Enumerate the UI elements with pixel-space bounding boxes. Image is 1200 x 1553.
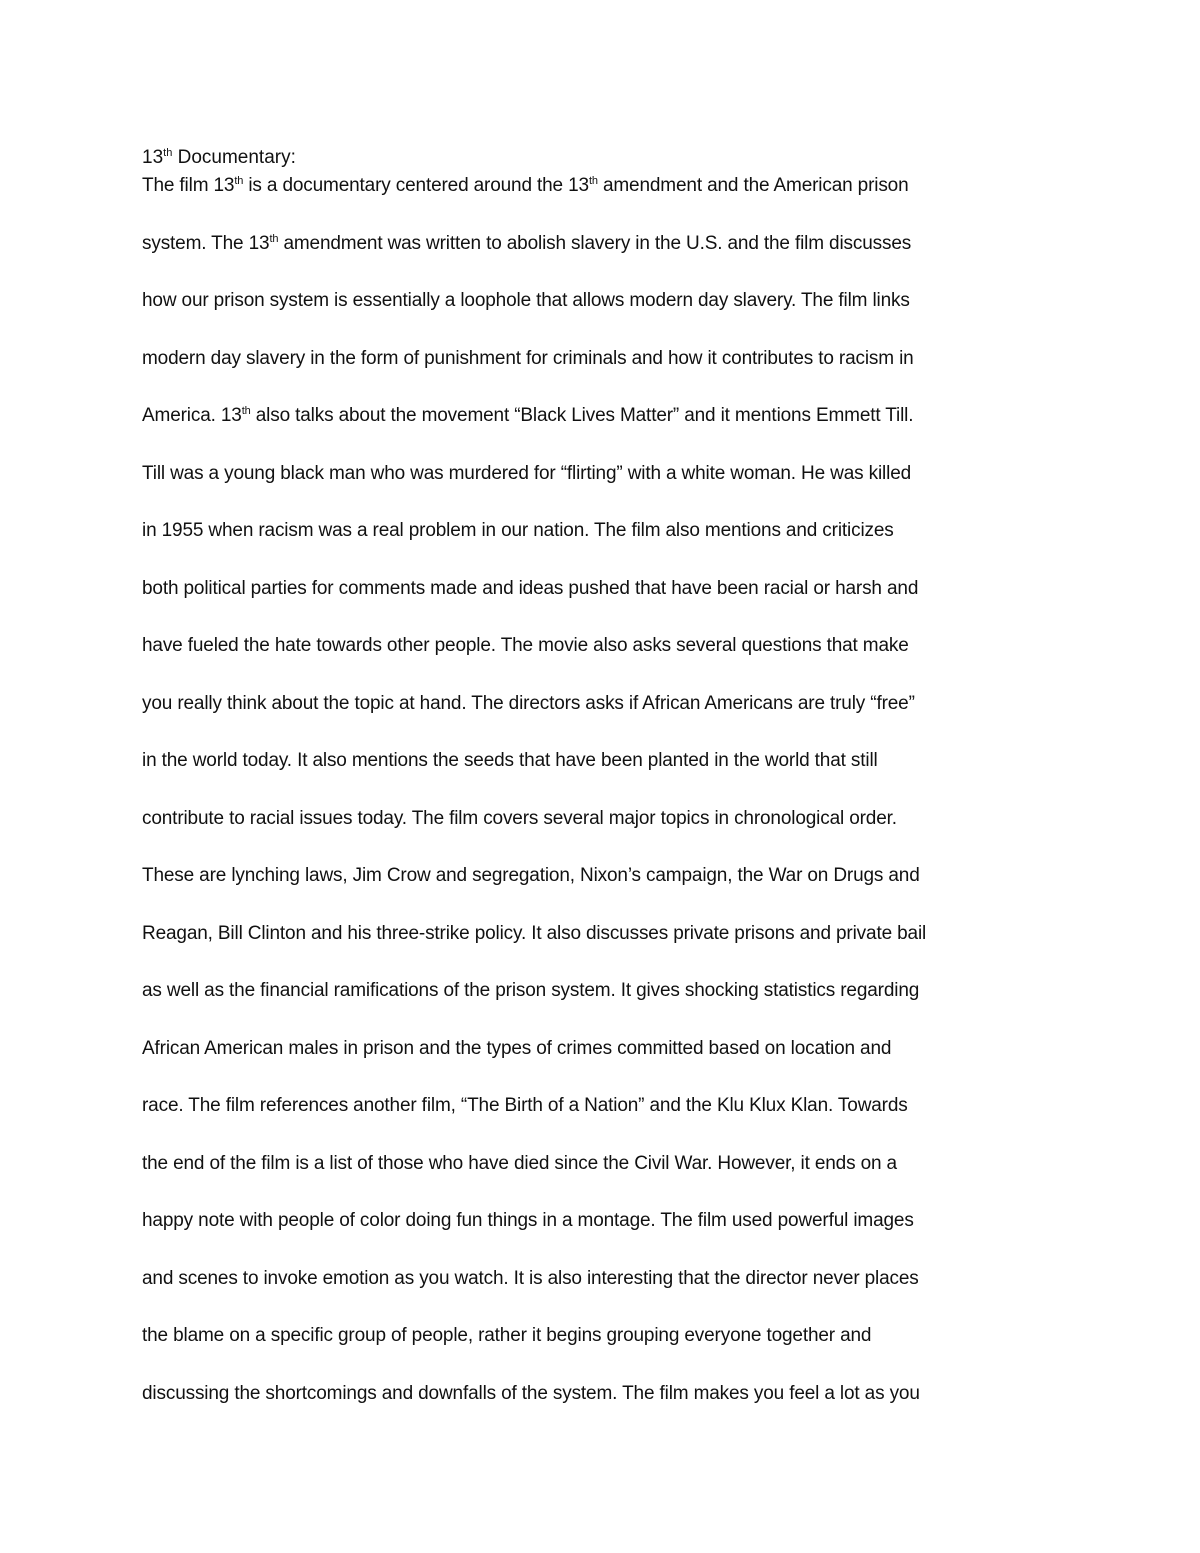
- line-text: is a documentary centered around the 13: [243, 175, 589, 196]
- line-text: contribute to racial issues today. The film covers several major topics in chronological order.: [142, 807, 897, 829]
- title-superscript: th: [163, 147, 173, 159]
- body-line: [142, 345, 1072, 403]
- document-body: [142, 172, 1072, 1437]
- line-text: Reagan, Bill Clinton and his three-strike policy. It also discusses private prisons and private bail: [142, 922, 927, 944]
- line-text: These are lynching laws, Jim Crow and segregation, Nixon’s campaign, the War on Drugs and: [142, 865, 920, 886]
- line-text: and scenes to invoke emotion as you watch. It is also interesting that the director never places: [142, 1267, 919, 1289]
- body-line: [142, 230, 1072, 288]
- line-text: amendment and the American prison: [597, 175, 909, 196]
- superscript-text: th: [241, 405, 251, 417]
- document-title: [142, 144, 296, 172]
- body-line: [142, 575, 1072, 633]
- line-text: race. The film references another film, “The Birth of a Nation” and the Klu Klux Klan. Towards: [142, 1095, 908, 1116]
- body-line: [142, 287, 1072, 345]
- body-line: [142, 460, 1072, 518]
- body-line: [142, 1207, 1072, 1265]
- body-line: [142, 977, 1072, 1035]
- line-text: the end of the film is a list of those who have died since the Civil War. However, it ends on a: [142, 1152, 897, 1174]
- body-line: [142, 690, 1072, 748]
- line-text: amendment was written to abolish slavery in the U.S. and the film discusses: [278, 232, 912, 254]
- line-text: how our prison system is essentially a loophole that allows modern day slavery. The film links: [142, 290, 910, 311]
- body-line: [142, 747, 1072, 805]
- body-line: [142, 632, 1072, 690]
- body-line: [142, 1150, 1072, 1208]
- body-line: [142, 805, 1072, 863]
- line-text: modern day slavery in the form of punishment for criminals and how it contributes to racism in: [142, 347, 914, 369]
- line-text: you really think about the topic at hand. The directors asks if African Americans are truly “free”: [142, 692, 915, 714]
- title-number: 13: [142, 147, 164, 168]
- superscript-text: th: [234, 175, 244, 187]
- title-text: Documentary:: [172, 147, 296, 168]
- superscript-text: th: [269, 232, 279, 245]
- superscript-text: th: [588, 175, 598, 187]
- body-line: [142, 920, 1072, 978]
- body-line: [142, 1035, 1072, 1093]
- line-text: the blame on a specific group of people, rather it begins grouping everyone together and: [142, 1325, 872, 1346]
- line-text: America. 13: [142, 405, 242, 426]
- line-text: also talks about the movement “Black Lives Matter” and it mentions Emmett Till.: [250, 405, 914, 426]
- line-text: Till was a young black man who was murdered for “flirting” with a white woman. He was killed: [142, 462, 912, 484]
- body-line: [142, 862, 1072, 920]
- body-line: [142, 1380, 1072, 1438]
- body-line: [142, 402, 1072, 460]
- body-line: [142, 517, 1072, 575]
- body-line: [142, 1322, 1072, 1380]
- body-line: [142, 172, 1072, 230]
- line-text: both political parties for comments made and ideas pushed that have been racial or harsh and: [142, 577, 919, 599]
- line-text: The film 13: [142, 175, 235, 196]
- line-text: happy note with people of color doing fun things in a montage. The film used powerful images: [142, 1210, 914, 1231]
- line-text: have fueled the hate towards other people. The movie also asks several questions that make: [142, 635, 909, 656]
- line-text: as well as the financial ramifications of the prison system. It gives shocking statistics regarding: [142, 980, 920, 1001]
- line-text: in 1955 when racism was a real problem in our nation. The film also mentions and criticizes: [142, 520, 894, 541]
- body-line: [142, 1265, 1072, 1323]
- line-text: system. The 13: [142, 232, 270, 254]
- body-line: [142, 1092, 1072, 1150]
- line-text: African American males in prison and the types of crimes committed based on location and: [142, 1037, 892, 1059]
- line-text: in the world today. It also mentions the seeds that have been planted in the world that still: [142, 750, 878, 771]
- line-text: discussing the shortcomings and downfalls of the system. The film makes you feel a lot as you: [142, 1382, 920, 1404]
